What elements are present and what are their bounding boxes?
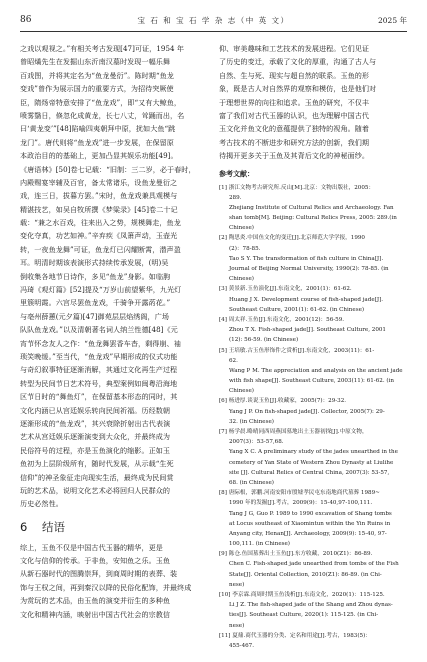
reference-line xyxy=(219,427,407,437)
text-line: 转型为民间节日艺术符号，典型案例如闽粤沿海地 xyxy=(20,378,178,388)
reference-item xyxy=(219,233,407,284)
reference-text: 浙江文物考古研究所.反山[M].北京：文物出版社，2005： xyxy=(228,184,375,191)
reference-line xyxy=(219,417,407,427)
text-line: 臣，隋炀帝特意安排了“鱼龙戏”，即“又有大鲸鱼， xyxy=(20,97,182,107)
reference-text: Yang X C. A preliminary study of the jades unearthed in the xyxy=(229,449,398,456)
reference-line xyxy=(219,295,407,305)
reference-line xyxy=(219,498,407,508)
reference-number: [5] xyxy=(219,347,227,354)
reference-text: 李京霖.商周时期玉鱼浅析[J].东南文化，2020(1)：115-125. xyxy=(232,592,385,599)
reference-line xyxy=(219,600,407,610)
reference-number: [9] xyxy=(219,551,227,558)
reference-text: (12): 56-59. (in Chinese) xyxy=(229,337,299,344)
reference-number: [1] xyxy=(219,184,227,191)
page-header xyxy=(0,0,427,34)
text-line: 转，一夜鱼龙舞”可证，鱼龙灯已闪耀断霄，潜声盈 xyxy=(20,244,181,254)
text-line: 富了我们对古代玉器的认识，也为理解中国古代 xyxy=(219,110,370,120)
reference-text: nese) xyxy=(229,581,245,588)
reference-number: [7] xyxy=(219,429,227,436)
reference-line xyxy=(219,315,407,325)
reference-text: 王培敏.古玉鱼形饰件之赏析[J].东南文化，2003(11)：61- xyxy=(228,347,375,354)
reference-text: Tao S Y. The transformation of fish culture in China[J]. xyxy=(229,255,384,262)
reference-line xyxy=(219,610,407,620)
reference-line xyxy=(219,631,407,641)
reference-line xyxy=(219,203,407,213)
reference-text: 杨学晨.略晴同西周燕国墓地出土玉器初探[J].中原文物， xyxy=(228,429,368,436)
reference-line xyxy=(219,305,407,315)
text-line: 与亳州薛蕙(元夕篇)[47]御苑层层焰绣阁，广场 xyxy=(20,311,169,321)
text-line: 考古技术的不断进步和研究方法的创新，我们期 xyxy=(219,137,370,147)
reference-text: 陈仓.鱼国墓葬出土玉鱼[J].东方收藏，2010(Z1)：86-89. xyxy=(228,551,373,558)
reference-line xyxy=(219,468,407,478)
reference-text: (2)：78-85. xyxy=(229,245,261,252)
reference-text: 100,111. (in Chinese) xyxy=(229,541,290,548)
body-paragraph xyxy=(20,42,208,511)
reference-line xyxy=(219,539,407,549)
text-line: 之戏以观视之。”有相关考古发现[47]可证，1954 年 xyxy=(20,44,185,53)
reference-item xyxy=(219,427,407,488)
reference-text: Yang J P. On fish-shaped jade[J]. Collector, 2005(7): 29- xyxy=(229,408,385,415)
section-number: 6 xyxy=(20,519,28,534)
reference-line xyxy=(219,570,407,580)
text-line: 民俗符号的过程，亦是玉鱼演化的缩影。正如玉 xyxy=(20,445,171,455)
reference-line xyxy=(219,213,407,223)
text-line: 从新石器时代的图腾崇拜，到商周时期的表葬、装 xyxy=(20,569,178,579)
text-line: 变戏”曾作为展示国力的重要方式，为招待突厥使 xyxy=(20,84,174,94)
reference-text: with fish shape[J]. Southeast Culture, 2003(11): 61-62. (in xyxy=(229,378,394,385)
text-line: 曰‘黄龙变’”[48]陷喻四夷朝拜中原，扰如大鱼“跳 xyxy=(20,124,176,134)
text-line: 仰、审美趣味和工艺技术的发展进程。它们见证 xyxy=(219,44,370,53)
reference-line xyxy=(219,641,407,651)
text-line: 逐渐形成的“鱼龙戏”，其兴衰除折射出古代表演 xyxy=(20,418,171,428)
text-line: 为赏玩的艺术品，由玉鱼的演变并衍生的多种鱼 xyxy=(20,596,171,606)
text-line: 区节日时的“舞鱼灯”，在保留基本形态的同时，其 xyxy=(20,392,178,402)
reference-line xyxy=(219,519,407,529)
text-line: 于理想世界的向往和追求。玉鱼的研究，不仅丰 xyxy=(219,97,370,107)
text-line: 宵节怀念友人之作：“鱼龙舞罢香车杳，剩得崩、袖 xyxy=(20,338,181,348)
reference-line xyxy=(219,549,407,559)
left-column xyxy=(20,42,208,621)
section-title: 结语 xyxy=(41,519,65,534)
reference-line xyxy=(219,366,407,376)
reference-line xyxy=(219,447,407,457)
reference-number: [10] xyxy=(219,592,231,599)
reference-number: [3] xyxy=(219,286,227,293)
reference-text: ties[J]. Southeast Culture, 2020(1): 115-125. (in Chi- xyxy=(229,612,379,619)
reference-line xyxy=(219,376,407,386)
reference-line xyxy=(219,580,407,590)
reference-line xyxy=(219,621,407,631)
text-line: 综上，玉鱼不仅是中国古代玉器的精华，更是 xyxy=(20,542,163,552)
reference-text: 黄景新.玉鱼演化[J].东南文化，2001(1)：61-62. xyxy=(228,286,352,293)
reference-line xyxy=(219,590,407,600)
text-line: 耳。明清时期该表演形式持续传承发展，(明)吴 xyxy=(20,258,169,268)
reference-text: Huang J X. Development course of fish-shaped jade[J]. xyxy=(229,296,384,303)
conclusion-paragraph xyxy=(20,541,208,621)
reference-line xyxy=(219,274,407,284)
journal-title: 宝 石 和 宝 石 学 杂 志（中 英 文） xyxy=(137,16,290,25)
text-line: 饰与王权之间，再到秦汉以降的民俗化配饰，并最终成 xyxy=(20,582,192,592)
reference-item xyxy=(219,183,407,234)
reference-line xyxy=(219,356,407,366)
reference-text: Tang J G, Guo P. 1989 to 1990 excavation of Shang tombs xyxy=(229,510,392,517)
text-line: 玩的艺术品，说明文化艺术必将回归人民群众的 xyxy=(20,485,171,495)
text-line: 百戏图，并将其定名为“鱼龙曼衍”。陈时期“鱼龙 xyxy=(20,70,174,80)
text-line: 自然、生与死、现实与超自然的联系。玉鱼的形 xyxy=(219,70,370,80)
reference-line xyxy=(219,396,407,406)
reference-text: 1990 年的发掘[J].考古，2009(9)：15-40,97-100,111. xyxy=(229,500,373,507)
reference-text: nese) xyxy=(229,622,245,629)
text-line: 本政治目的的基础上，更加凸显其娱乐功能[49]。 xyxy=(20,151,178,161)
reference-line xyxy=(219,478,407,488)
text-line: 精湛技艺，如吴自牧所撰《梦粱录》[45]卷二十记 xyxy=(20,204,178,214)
reference-line xyxy=(219,193,407,203)
text-line: 玉文化并鱼文化的意蕴提供了独特的视角。随着 xyxy=(219,124,370,134)
text-line: 待揭开更多关于玉鱼及其背后文化的神秘面纱。 xyxy=(219,151,370,161)
text-line: 变化夺真，功艺如神。”辛弃疾《凤箫声动，玉壶光 xyxy=(20,231,178,241)
issue-year: 2025 年 xyxy=(378,16,407,25)
reference-line xyxy=(219,509,407,519)
reference-text: Li J Z. The fish-shaped jade of the Shang and Zhou dynas- xyxy=(229,602,393,609)
reference-item xyxy=(219,315,407,346)
reference-item xyxy=(219,590,407,631)
reference-text: Zhejiang Institute of Cultural Relics and Archaeology. Fan xyxy=(229,204,394,211)
reference-text: Wang P M. The appreciation and analysis on the ancient jade xyxy=(229,367,403,374)
conclusion-continued xyxy=(219,42,407,163)
header-rule xyxy=(20,31,407,32)
text-line: 戏，连三日，拔暮方罢。”宋时，鱼龙戏兼具观模与 xyxy=(20,191,178,201)
reference-text: Chinese) xyxy=(229,225,254,232)
text-line: 队队鱼龙戏。”以及清朝著名词人纳兰性德[48]《元 xyxy=(20,325,178,335)
text-line: 文化内涵已从宫廷娱乐转向民间祈福。历经数朝 xyxy=(20,405,171,415)
text-line: 喷雾翳日，倏忽化成黄龙，长七八丈，耸踊而出，名 xyxy=(20,110,185,120)
text-line: 象，既是古人对自然界的观察和模仿，也是他们对 xyxy=(219,84,377,94)
reference-text: 62. xyxy=(229,357,238,364)
reference-line xyxy=(219,284,407,294)
reference-item xyxy=(219,488,407,549)
section-heading xyxy=(20,517,208,537)
reference-line xyxy=(219,559,407,569)
reference-number: [11] xyxy=(219,632,231,639)
reference-text: Zhou T X. Fish-shaped jade[J]. Southeast Culture, 2001 xyxy=(229,327,386,334)
reference-text: 289. xyxy=(229,194,242,201)
reference-text: 2007(3)：53-57,68. xyxy=(229,439,284,446)
text-line: 鱼初为上层阶级所有，随时代发展，从示载“生死 xyxy=(20,459,174,469)
reference-text: 唐际根，郭鹏.河南安阳市殷墟孝民屯东南地商代墓葬 1989~ xyxy=(228,490,380,497)
reference-line xyxy=(219,254,407,264)
reference-line xyxy=(219,458,407,468)
page-number: 86 xyxy=(20,15,32,25)
reference-text: State[J]. Oriental Collection, 2010(Z1): 86-89. (in Chi- xyxy=(229,571,382,578)
text-line: 文化和精神内涵，映射出中国古代社会的宗教信 xyxy=(20,609,171,619)
reference-line xyxy=(219,386,407,396)
text-line: 冯琦《观灯篇》[52]提及“万岁山前望紫华，九光灯 xyxy=(20,285,182,295)
reference-number: [6] xyxy=(219,398,227,405)
text-line: 龙门”。唐代则将“鱼龙戏”进一步发展，在保留原 xyxy=(20,137,174,147)
text-line: 历史必然性。 xyxy=(20,499,63,509)
references-heading: 参考文献： xyxy=(219,169,254,178)
reference-list xyxy=(219,183,407,652)
reference-text: 455-467. xyxy=(229,642,255,649)
reference-text: 32. (in Chinese) xyxy=(229,418,274,425)
text-line: 信仰”的神圣象征走向现实生活，最终成为民间赏 xyxy=(20,472,174,482)
text-line: 里簇明霞。六宫尽罢鱼龙戏，千骑争开露菂花。” xyxy=(20,298,171,308)
reference-text: Chinese) xyxy=(229,276,254,283)
reference-text: site [J]. Cultural Relics of Central China, 2007(3): 53-57, xyxy=(229,469,390,476)
reference-number: [2] xyxy=(219,235,227,242)
reference-line xyxy=(219,346,407,356)
reference-line xyxy=(219,488,407,498)
reference-item xyxy=(219,631,407,651)
text-line: 琐笑晚缓。”至当代，“鱼龙戏”早期形成的仪式功能 xyxy=(20,351,178,361)
reference-line xyxy=(219,407,407,417)
reference-text: 68. (in Chinese) xyxy=(229,479,274,486)
reference-line xyxy=(219,264,407,274)
reference-text: 周太祥.玉鱼[J].东南文化，2001(12)：56-59. xyxy=(228,316,345,323)
reference-text: cemetery of Yan State of Western Zhou Dynasty at Liulihe xyxy=(229,459,394,466)
reference-text: shan tomb[M]. Beijing: Cultural Relics Press, 2005: 289.(in xyxy=(229,215,397,222)
reference-item xyxy=(219,396,407,427)
reference-text: Chen C. Fish-shaped jade unearthed from tombs of the Fish xyxy=(229,561,399,568)
text-line: 文化与信仰的传承。于非鱼，安知鱼之乐。玉鱼 xyxy=(20,556,171,566)
reference-text: Anyang city, Henan[J]. Archaeology, 2009(9): 15-40, 97- xyxy=(229,530,387,537)
text-line: 曾昭燏先生在发掘山东沂南汉墓时发现一幅乐舞 xyxy=(20,57,171,67)
reference-line xyxy=(219,233,407,243)
reference-line xyxy=(219,183,407,193)
reference-text: Journal of Beijing Normal University, 1990(2): 78-85. (in xyxy=(229,266,389,273)
reference-text: at Locus southeast of Xiaomintun within the Yin Ruins in xyxy=(229,520,391,527)
reference-text: Chinese) xyxy=(229,388,254,395)
reference-item xyxy=(219,346,407,397)
reference-line xyxy=(219,529,407,539)
reference-line xyxy=(219,335,407,345)
text-line: 倒收集各地节日诗作，多见“鱼龙”身影。如临朐 xyxy=(20,271,171,281)
text-line: 了历史的变迁，承载了文化的厚重，沟通了古人与 xyxy=(219,57,377,67)
reference-text: 夏鼐.商代玉器的分类、定名和用途[J].考古，1983(5)： xyxy=(232,632,371,639)
reference-line xyxy=(219,325,407,335)
reference-line xyxy=(219,437,407,447)
text-line: 载：“兼之水百戏，往来出入之势，规模舞走，鱼龙 xyxy=(20,218,181,228)
reference-number: [8] xyxy=(219,490,227,497)
reference-number: [4] xyxy=(219,316,227,323)
reference-text: Southeast Culture, 2001(1): 61-62. (in Chinese) xyxy=(229,306,365,313)
reference-text: 陶思炎.中国鱼文化的变迁[J].北京师范大学学报，1990 xyxy=(228,235,365,242)
text-line: 内殿赐宴宰辅及百官，备太常诸乐，设鱼龙曼衍之 xyxy=(20,177,178,187)
reference-line xyxy=(219,223,407,233)
text-line: 与奇幻叙事特征逐渐消解，其通过文化再生产过程 xyxy=(20,365,178,375)
reference-item xyxy=(219,284,407,315)
reference-item xyxy=(219,549,407,590)
text-line: 艺术从宫廷娱乐逐渐演变到大众化，并最终成为 xyxy=(20,432,171,442)
reference-line xyxy=(219,244,407,254)
right-column xyxy=(219,42,407,651)
reference-text: 杨进厚.谈说玉鱼[J].收藏家，2005(7)：29-32. xyxy=(228,398,347,405)
text-line: 《唐语林》[50]卷七记载：“旧制：三二岁，必于春时， xyxy=(20,164,196,174)
